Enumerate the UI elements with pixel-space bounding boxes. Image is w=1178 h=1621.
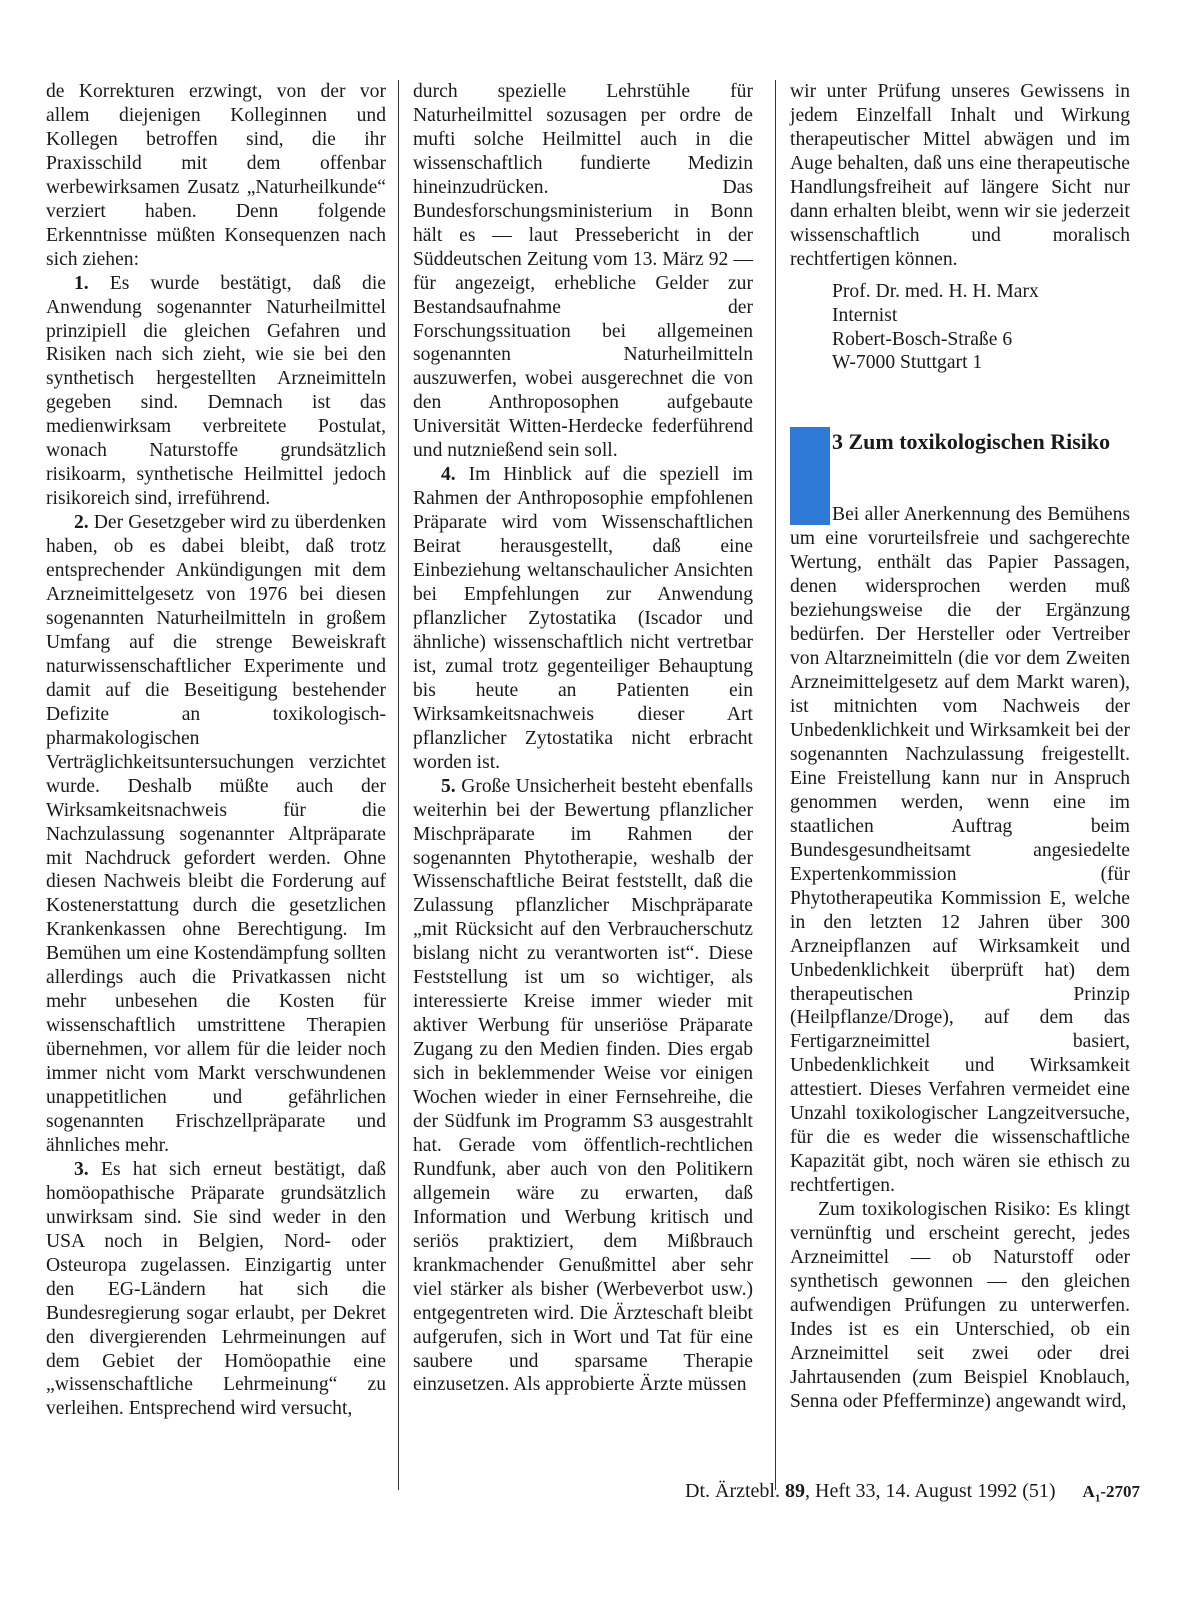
body-paragraph: de Korrekturen erzwingt, von der vor allem diejenigen Kolleginnen und Kollegen betroffen sind, die ihr Praxisschild mit dem offenbar werbewirksamen Zusatz „Naturheilkunde“ verziert haben. Denn folgende Erkenntnisse müßten Konsequenzen nach sich ziehen: [46,81,386,270]
column-divider [398,80,399,1490]
section-heading [790,427,1130,525]
journal-volume: 89 [785,1480,805,1502]
section-paragraph: Bei aller Anerkennung des Bemühens um eine vorurteilsfreie und sachgerechte Wertung, enthält das Papier Passagen, denen widersprochen werden muß beziehungsweise die der Ergänzung bedürfen. Der Hersteller oder Vertreiber von Altarzneimitteln (die vor dem Zweiten Arzneimittelgesetz auf dem Markt waren), ist mitnichten vom Nachweis der Unbedenklichkeit und Wirksamkeit bei der sogenannten Nachzulassung freigestellt. Eine Freistellung kann nur in Anspruch genommen werden, wenn eine im staatlichen Auftrag beim Bundesgesundheitsamt angesiedelte Expertenkommission (für Phytotherapeutika Kommission E, welche in den letzten 12 Jahren über 300 Arzneipflanzen auf Wirksamkeit und Unbedenklichkeit überprüft hat) dem therapeutischen Prinzip (Heilpflanze/Droge), auf dem das Fertigarzneimittel basiert, Unbedenklichkeit und Wirksamkeit attestiert. Dieses Verfahren vermeidet eine Unzahl toxikologischer Langzeitversuche, für die es weder die wissenschaftliche Kapazität gibt, noch wären sie ethisch zu rechtfertigen. [790,504,1130,1197]
item-number: 5. [441,775,456,797]
body-paragraph: 5. Große Unsicherheit besteht ebenfalls weiterhin bei der Bewertung pflanzlicher Mischpräparate im Rahmen der sogenannten Phytotherapie, weshalb der Wissenschaftliche Beirat feststellt, daß die Zulassung pflanzlicher Mischpräparate „mit Rücksicht auf den Verbraucherschutz bislang nicht zu verantworten ist“. Diese Feststellung ist um so wichtiger, als interessierte Kreise immer wieder mit aktiver Werbung für unseriöse Präparate Zugang zu den Medien finden. Dies ergab sich in beklemmender Weise vor einigen Wochen wieder in einer Fernsehreihe, die der Südfunk im Programm S3 ausgestrahlt hat. Gerade vom öffentlich-rechtlichen Rundfunk, aber auch von den Politikern allgemein wäre zu erwarten, daß Information und Werbung kritisch und seriös praktiziert, dem Mißbrauch krankmachender Genußmittel aber sehr viel stärker als bisher (Werbeverbot usw.) entgegentreten wird. Die Ärzteschaft bleibt aufgerufen, sich in Wort und Tat für eine saubere und sparsame Therapie einzusetzen. Als approbierte Ärzte müssen [413,775,753,1396]
section-heading-title: 3 Zum toxikologischen Risiko [832,429,1111,455]
text-column-1 [46,80,386,1421]
text-column-2 [413,80,753,1397]
text-column-3 [790,80,1130,1414]
body-paragraph: 1. Es wurde bestätigt, daß die Anwendung sogenannter Naturheilmittel prinzipiell die gleichen Gefahren und Risiken nach sich zieht, wie sie bei den synthetisch hergestellten Arzneimitteln gegeben sind. Demnach ist das medienwirksam verbreitete Postulat, wonach Naturstoffe grundsätzlich risikoarm, synthetische Heilmittel jedoch risikoreich sind, irreführend. [46,272,386,510]
signature-line: Robert-Bosch-Straße 6 [832,328,1013,350]
item-number: 1. [74,272,89,294]
signature-line: Prof. Dr. med. H. H. Marx [832,280,1039,302]
heading-accent-bar [790,427,830,525]
body-paragraph: durch spezielle Lehrstühle für Naturheilmittel sozusagen per ordre de mufti solche Heilmittel auch in die wissenschaftlich fundierte Medizin hineinzudrücken. Das Bundesforschungsministerium in Bonn hält es — laut Pressebericht in der Süddeutschen Zeitung vom 13. März 92 — für angezeigt, erhebliche Gelder zur Bestandsaufnahme der Forschungssituation bei allgemeinen sogenannten Naturheilmitteln auszuwerfen, wobei ausgerechnet die von den Anthroposophen aufgebaute Universität Witten-Herdecke federführend und nutznießend sein soll. [413,81,753,462]
signature-line: Internist [832,304,898,326]
letter-closing-paragraph: wir unter Prüfung unseres Gewissens in jedem Einzelfall Inhalt und Wirkung therapeutischer Mittel abwägen und im Auge behalten, daß uns eine therapeutische Handlungsfreiheit auf längere Sicht nur dann erhalten bleibt, wenn wir sie jederzeit wissenschaftlich und moralisch rechtfertigen können. [790,81,1130,270]
signature-line: W-7000 Stuttgart 1 [832,352,983,374]
item-number: 4. [441,464,456,486]
item-number: 2. [74,512,89,534]
body-paragraph: 4. Im Hinblick auf die speziell im Rahmen der Anthroposophie empfohlenen Präparate wird vom Wissenschaftlichen Beirat herausgestellt, daß eine Einbeziehung weltanschaulicher Ansichten bei Empfehlungen zur Anwendung pflanzlicher Zytostatika (Iscador und ähnliche) wissenschaftlich nicht vertretbar ist, zumal trotz gegenteiliger Behauptung bis heute an Patienten ein Wirksamkeitsnachweis dieser Art pflanzlicher Zytostatika nicht erbracht worden ist. [413,464,753,773]
journal-issue: , Heft 33, 14. August 1992 (51) [805,1480,1056,1502]
journal-name: Dt. Ärztebl. [685,1480,780,1502]
body-paragraph: 3. Es hat sich erneut bestätigt, daß homöopathische Präparate grundsätzlich unwirksam sind. Sie sind weder in den USA noch in Belgien, Nord- oder Osteuropa zugelassen. Einzigartig unter den EG-Ländern hat sich die Bundesregierung sogar erlaubt, per Dekret den divergierenden Lehrmeinungen auf dem Gebiet der Homöopathie eine „wissenschaftliche Lehrmeinung“ zu verleihen. Entsprechend wird versucht, [46,1158,386,1420]
page-reference: $A_1-2707$ [1082,1482,1140,1505]
item-number: 3. [74,1158,89,1180]
page-footer [0,1480,1140,1504]
section-paragraph: Zum toxikologischen Risiko: Es klingt vernünftig und erscheint gerecht, jedes Arzneimittel — ob Naturstoff oder synthetisch gewonnen — den gleichen aufwendigen Prüfungen zu unterwerfen. Indes ist es ein Unterschied, ob ein Arzneimittel seit zwei oder drei Jahrtausenden (zum Beispiel Knoblauch, Senna oder Pfefferminze) angewandt wird, [790,1199,1130,1412]
author-signature [790,280,1130,376]
body-paragraph: 2. Der Gesetzgeber wird zu überdenken haben, ob es dabei bleibt, daß trotz entsprechender Ankündigungen mit dem Arzneimittelgesetz von 1976 bei diesen sogenannten Naturheilmitteln in großem Umfang auf die strenge Beweiskraft naturwissenschaftlicher Experimente und damit auf die Beseitigung bestehender Defizite an toxikologisch-pharmakologischen Verträglichkeitsuntersuchungen verzichtet wurde. Deshalb müßte auch der Wirksamkeitsnachweis für die Nachzulassung sogenannter Altpräparate mit Nachdruck gefordert werden. Ohne diesen Nachweis bleibt die Forderung auf Kostenerstattung durch die gesetzlichen Krankenkassen ohne Berechtigung. Im Bemühen um eine Kostendämpfung sollten allerdings auch die Privatkassen nicht mehr unbesehen die Kosten für wissenschaftlich umstrittene Therapien übernehmen, vor allem für die leider noch immer nicht vom Markt verschwundenen unappetitlichen und gefährlichen sogenannten Frischzellpräparate und ähnliches mehr. [46,512,386,1156]
column-divider [775,80,776,1490]
